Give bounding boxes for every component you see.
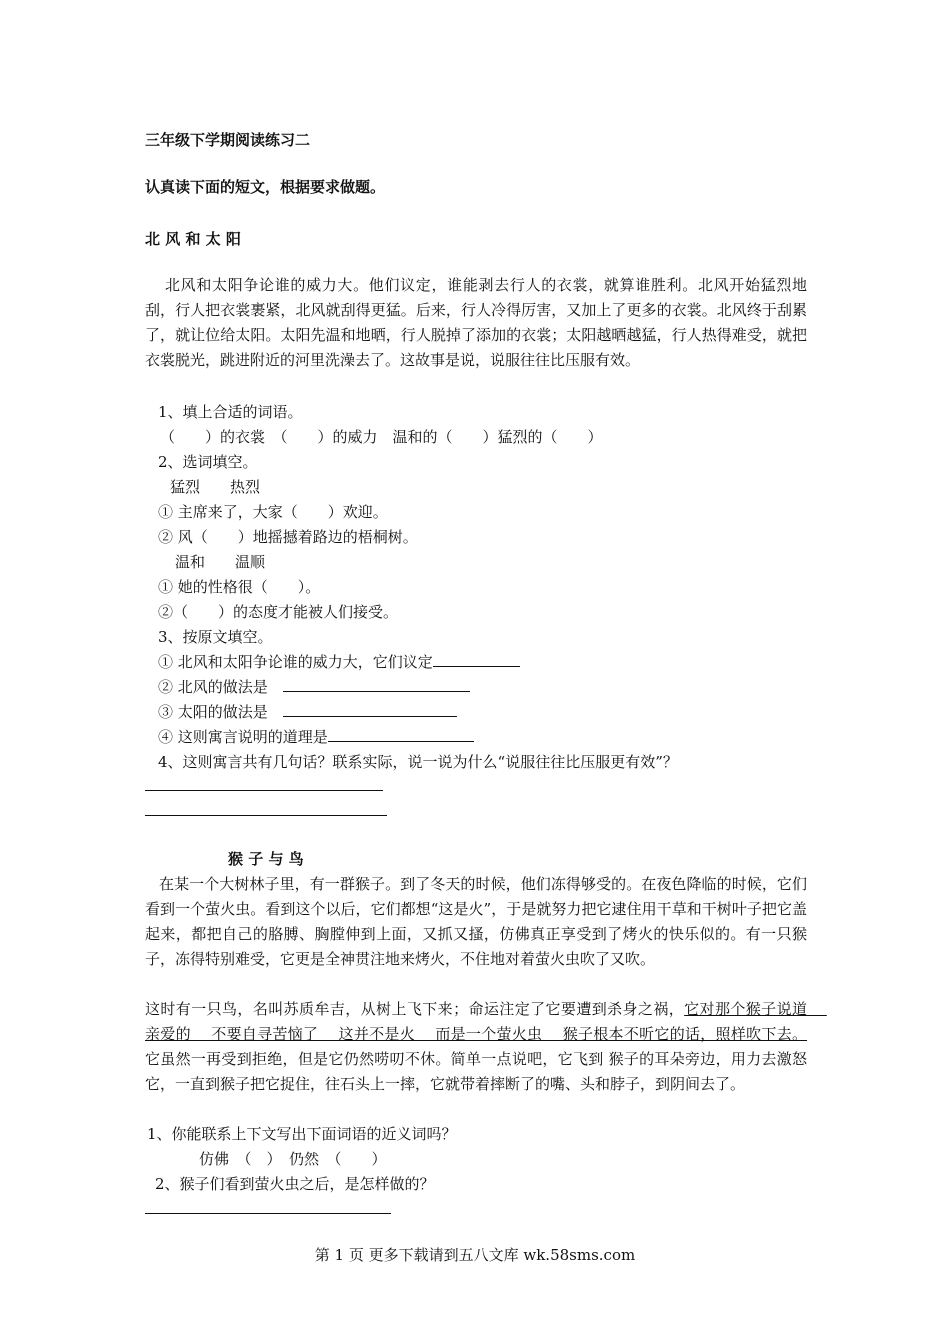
story1-q3-2-text: ② 北风的做法是 xyxy=(158,678,268,696)
story1-q4: 4、这则寓言共有几句话？联系实际，说一说为什么“说服往往比压服更有效”？ xyxy=(158,753,678,771)
story2-q2-title: 2、猴子们看到萤火虫之后，是怎样做的？ xyxy=(155,1175,435,1193)
story2-q1-title: 1、你能联系上下文写出下面词语的近义词吗？ xyxy=(147,1125,457,1143)
story1-q3-1 xyxy=(158,650,520,675)
story1-q3-3 xyxy=(158,700,457,725)
story1-q3-4 xyxy=(158,725,474,750)
story1-q1-line: （ ）的衣裳 （ ）的威力 温和的（ ）猛烈的（ ） xyxy=(160,428,603,446)
answer-blank[interactable] xyxy=(283,700,457,717)
answer-blank[interactable] xyxy=(283,675,470,692)
worksheet-title: 三年级下学期阅读练习二 xyxy=(145,131,311,149)
story2-underlined-passage: 它对那个猴子说道 亲爱的 不要自寻苦恼了 这并不是火 而是一个萤火虫 猴子根本不听它的话，照样吹下去。 xyxy=(145,1000,827,1043)
story2-paragraph1: 在某一个大树林子里，有一群猴子。到了冬天的时候，他们冻得够受的。在夜色降临的时候，它们看到一个萤火虫。看到这个以后，它们都想“这是火”，于是就努力把它逮住用干草和干树叶子把它盖起来，都把自己的胳膊、胸膛伸到上面，又抓又搔，仿佛真正享受到了烤火的快乐似的。有一只猴子，冻得特别难受，它更是全神贯注地来烤火，不住地对着萤火虫吹了又吹。 xyxy=(145,875,807,968)
worksheet-instruction: 认真读下面的短文，根据要求做题。 xyxy=(145,178,386,196)
story1-q3-title: 3、按原文填空。 xyxy=(158,628,273,646)
story1-q3-4-text: ④ 这则寓言说明的道理是 xyxy=(158,728,328,746)
story1-q3-1-text: ① 北风和太阳争论谁的威力大，它们议定 xyxy=(158,653,433,671)
story1-q2-a2: ② 风（ ）地摇撼着路边的梧桐树。 xyxy=(158,528,418,546)
story1-q2-title: 2、选词填空。 xyxy=(158,453,258,471)
story1-q3-2 xyxy=(158,675,470,700)
story2-title: 猴 子 与 鸟 xyxy=(228,850,304,868)
answer-line[interactable] xyxy=(145,1213,391,1214)
answer-blank[interactable] xyxy=(328,725,474,742)
story1-q2-b2: ②（ ）的态度才能被人们接受。 xyxy=(158,603,399,621)
story2-q1-line: 仿佛 （ ） 仍然 （ ） xyxy=(199,1150,387,1168)
story1-q2-a1: ① 主席来了，大家（ ）欢迎。 xyxy=(158,503,388,521)
story1-q2-words-b: 温和 温顺 xyxy=(175,553,266,571)
story2-paragraph2-before: 这时有一只鸟，名叫苏质牟吉，从树上飞下来；命运注定了它要遭到杀身之祸， xyxy=(145,1000,685,1018)
story1-q1-title: 1、填上合适的词语。 xyxy=(158,403,303,421)
story1-title: 北 风 和 太 阳 xyxy=(145,230,241,248)
story2-paragraph2-after: 它虽然一再受到拒绝，但是它仍然唠叨不休。简单一点说吧，它飞到 猴子的耳朵旁边，用力去激怒它，一直到猴子把它捉住，往石头上一摔，它就带着摔断了的嘴、头和脖子，到阴间去了。 xyxy=(145,1050,807,1093)
answer-line[interactable] xyxy=(145,790,383,791)
story1-q2-b1: ① 她的性格很（ ）。 xyxy=(158,578,321,596)
story2-paragraph2 xyxy=(145,997,827,1097)
answer-blank[interactable] xyxy=(433,650,520,667)
story1-q3-3-text: ③ 太阳的做法是 xyxy=(158,703,268,721)
page-footer: 第 1 页 更多下载请到五八文库 wk.58sms.com xyxy=(314,1246,636,1264)
answer-line[interactable] xyxy=(145,815,387,816)
story1-paragraph: 北风和太阳争论谁的威力大。他们议定，谁能剥去行人的衣裳，就算谁胜利。北风开始猛烈地刮，行人把衣裳裹紧，北风就刮得更猛。后来，行人冷得厉害，又加上了更多的衣裳。北风终于刮累了，就让位给太阳。太阳先温和地晒，行人脱掉了添加的衣裳；太阳越晒越猛，行人热得难受，就把衣裳脱光，跳进附近的河里洗澡去了。这故事是说，说服往往比压服有效。 xyxy=(145,276,807,369)
story1-q2-words-a: 猛烈 热烈 xyxy=(170,478,261,496)
